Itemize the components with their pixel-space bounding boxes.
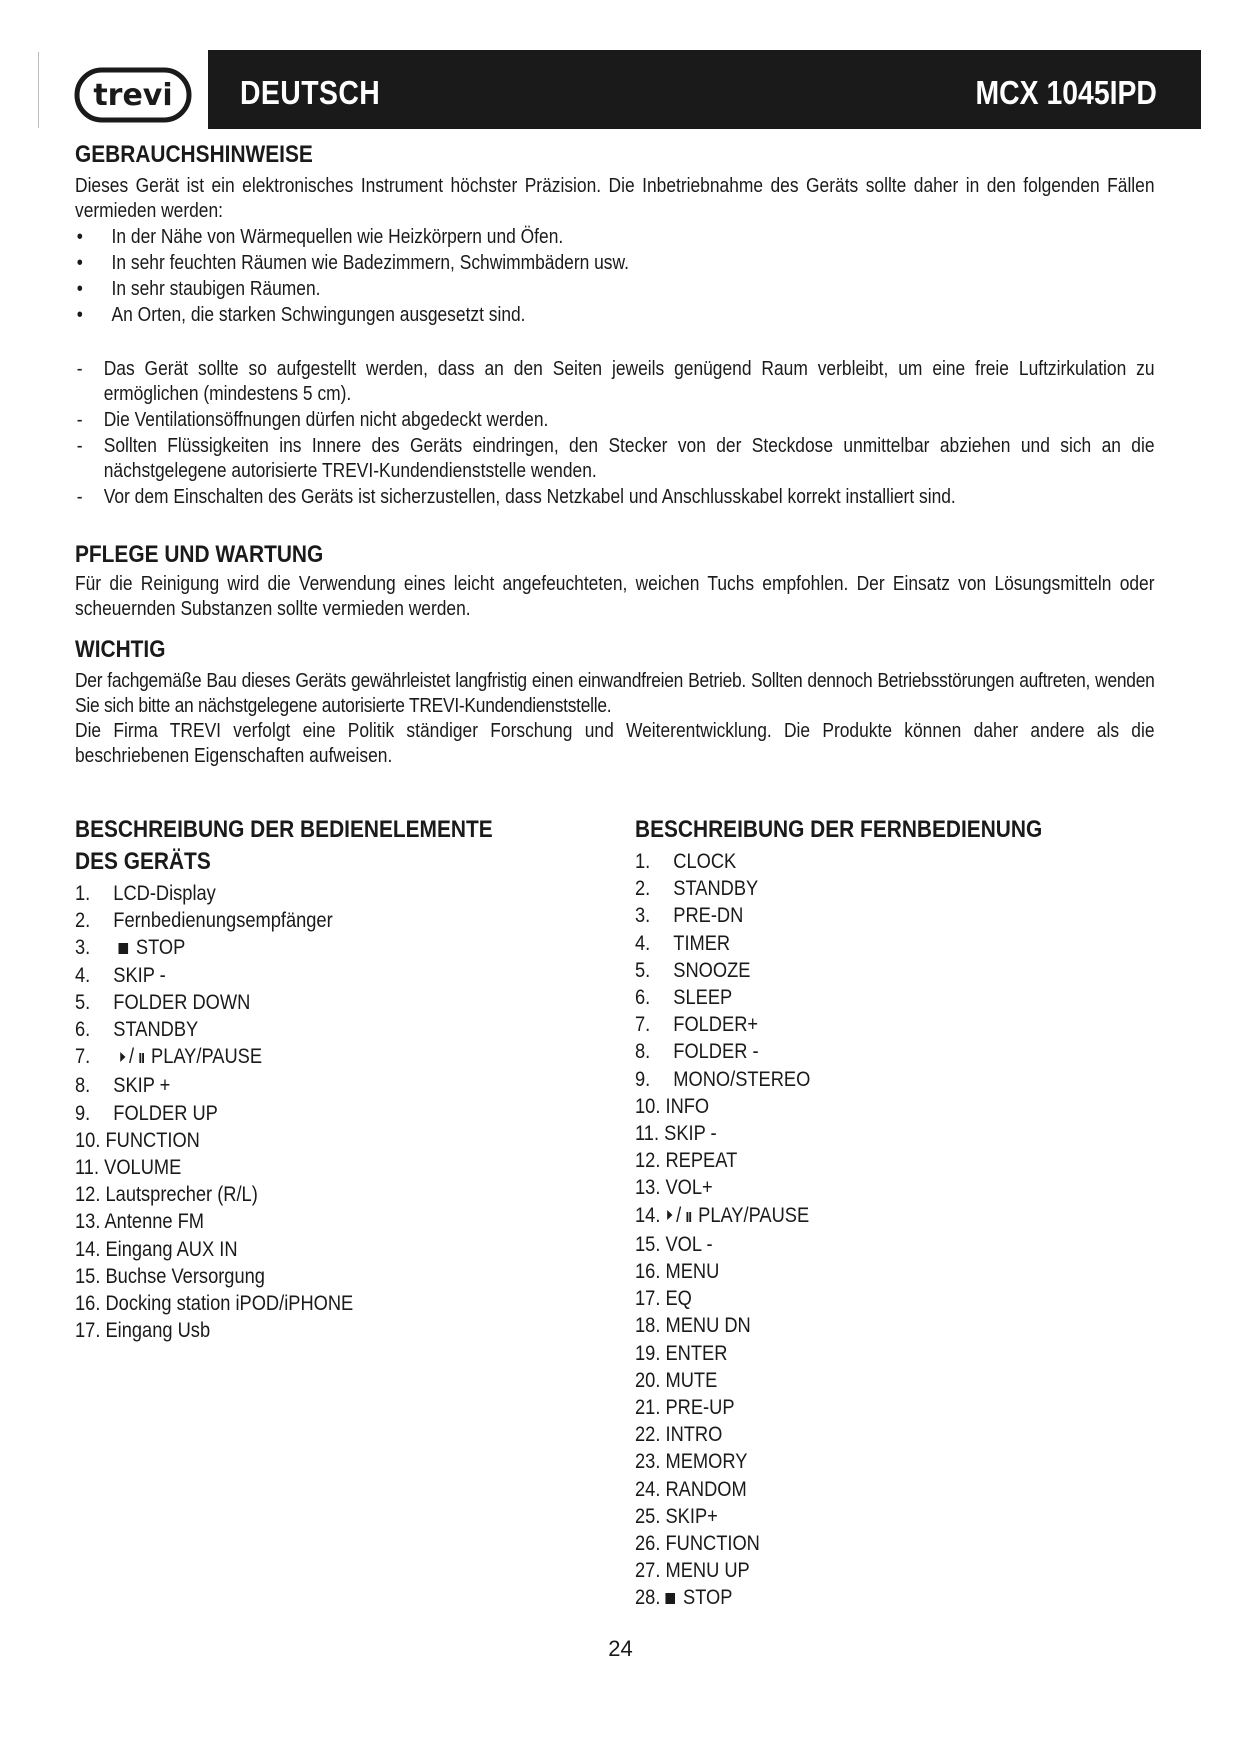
list-item: - Das Gerät sollte so aufgestellt werden, dass an den Seiten jeweils genügend Raum verbleibt, um eine freie Luftzirkulation zu ermöglichen (mindestens 5 cm).	[75, 357, 1155, 407]
pause-icon: II	[135, 1050, 145, 1068]
list-item: 11. SKIP -	[635, 1122, 717, 1146]
list-item: 17. Eingang Usb	[75, 1319, 211, 1343]
list-item: 10. INFO	[635, 1094, 710, 1118]
list-item: 4. TIMER	[635, 931, 731, 955]
list-item: 1. CLOCK	[635, 850, 737, 873]
list-item: 15. Buchse Versorgung	[75, 1264, 265, 1288]
list-item: • In sehr staubigen Räumen.	[75, 276, 1155, 302]
list-item: 8. FOLDER -	[635, 1040, 759, 1064]
language-label: DEUTSCH	[240, 74, 381, 111]
logo-wordmark: trevi	[93, 78, 173, 113]
care-text: Für die Reinigung wird die Verwendung eines leicht angefeuchteten, weichen Tuchs empfohlen. Der Einsatz von Lösungsmitteln oder scheuernden Substanzen sollte vermieden werden.	[75, 573, 1155, 620]
list-item: 7. / II PLAY/PAUSE	[75, 1043, 635, 1072]
list-item: 18. MENU DN	[635, 1314, 751, 1338]
list-item: 7. FOLDER+	[635, 1013, 759, 1037]
list-item: 10. FUNCTION	[75, 1128, 200, 1152]
play-icon	[120, 1052, 125, 1062]
description-columns	[75, 814, 1175, 1614]
stop-icon	[666, 1593, 676, 1604]
device-controls-title: BESCHREIBUNG DER BEDIENELEMENTE DES GERÄTS	[75, 816, 493, 875]
list-item: • In der Nähe von Wärmequellen wie Heizkörpern und Öfen.	[75, 224, 1155, 250]
usage-title: GEBRAUCHSHINWEISE	[75, 141, 313, 168]
list-item: 5. FOLDER DOWN	[75, 990, 251, 1014]
usage-bullet-list	[75, 224, 1155, 328]
list-item: • In sehr feuchten Räumen wie Badezimmern, Schwimmbädern usw.	[75, 250, 1155, 276]
list-item: - Sollten Flüssigkeiten ins Innere des Geräts eindringen, den Stecker von der Steckdose unmittelbar abziehen und sich an die nächstgelegene autorisierte TREVI-Kundendienststelle wenden.	[75, 434, 1155, 484]
model-label: MCX 1045IPD	[975, 74, 1157, 111]
important-text-2: Die Firma TREVI verfolgt eine Politik ständiger Forschung und Weiterentwicklung. Die Produkte können daher andere als die beschriebenen Eigenschaften aufweisen.	[75, 720, 1155, 767]
content-column	[75, 139, 1154, 769]
list-item: 3. STOP	[75, 936, 186, 960]
list-item: 2. STANDBY	[635, 877, 759, 901]
important-title: WICHTIG	[75, 636, 166, 663]
list-item: 27. MENU UP	[635, 1559, 750, 1583]
list-item: 14. Eingang AUX IN	[75, 1237, 238, 1261]
usage-intro: Dieses Gerät ist ein elektronisches Instrument höchster Präzision. Die Inbetriebnahme des Geräts sollte daher in den folgenden Fällen vermieden werden:	[75, 175, 1155, 222]
list-item: 14. / II PLAY/PAUSE	[635, 1202, 1195, 1231]
pause-icon: II	[682, 1208, 692, 1226]
list-item: 6. STANDBY	[75, 1018, 199, 1042]
list-item: • An Orten, die starken Schwingungen ausgesetzt sind.	[75, 302, 1155, 328]
play-icon	[667, 1210, 672, 1220]
list-item: 9. FOLDER UP	[75, 1101, 218, 1125]
important-text-1: Der fachgemäße Bau dieses Geräts gewährleistet langfristig einen einwandfreien Betrieb. Sollten dennoch Betriebsstörungen auftreten, wenden Sie sich bitte an nächstgelegene autorisierte TREVI-Kundendienststelle.	[75, 670, 1155, 717]
list-item: 17. EQ	[635, 1287, 692, 1311]
list-item: 8. SKIP +	[75, 1074, 171, 1098]
list-item: 13. VOL+	[635, 1176, 713, 1200]
list-item: 15. VOL -	[635, 1232, 713, 1256]
list-item: 24. RANDOM	[635, 1477, 747, 1501]
list-item: - Vor dem Einschalten des Geräts ist sicherzustellen, dass Netzkabel und Anschlusskabel korrekt installiert sind.	[75, 485, 1155, 510]
device-controls-section	[75, 814, 635, 1344]
list-item: 16. MENU	[635, 1260, 720, 1284]
page-number: 24	[608, 1636, 633, 1661]
list-item: 6. SLEEP	[635, 986, 733, 1010]
device-controls-list	[75, 880, 635, 1344]
list-item: 1. LCD-Display	[75, 882, 216, 905]
list-item: 23. MEMORY	[635, 1450, 748, 1474]
list-item: 28. STOP	[635, 1586, 733, 1610]
stop-icon	[119, 943, 129, 954]
trevi-logo	[74, 66, 192, 124]
remote-list	[635, 848, 1195, 1612]
remote-section	[635, 814, 1195, 1612]
list-item: 26. FUNCTION	[635, 1532, 760, 1556]
list-item: 21. PRE-UP	[635, 1396, 735, 1420]
list-item: 20. MUTE	[635, 1368, 718, 1392]
list-item: 12. REPEAT	[635, 1149, 738, 1173]
remote-title: BESCHREIBUNG DER FERNBEDIENUNG	[635, 816, 1043, 843]
header-bar	[208, 50, 1201, 129]
list-item: 25. SKIP+	[635, 1504, 718, 1528]
list-item: 3. PRE-DN	[635, 904, 744, 928]
list-item: 16. Docking station iPOD/iPHONE	[75, 1292, 354, 1316]
list-item: 22. INTRO	[635, 1423, 723, 1447]
list-item: 11. VOLUME	[75, 1156, 182, 1180]
list-item: 19. ENTER	[635, 1341, 728, 1365]
list-item: 5. SNOOZE	[635, 958, 751, 982]
list-item: 12. Lautsprecher (R/L)	[75, 1183, 258, 1207]
usage-dash-list	[75, 357, 1155, 510]
list-item: - Die Ventilationsöffnungen dürfen nicht abgedeckt werden.	[75, 408, 1155, 433]
list-item: 4. SKIP -	[75, 963, 166, 987]
list-item: 9. MONO/STEREO	[635, 1067, 811, 1091]
list-item: 13. Antenne FM	[75, 1210, 205, 1234]
margin-rule	[38, 52, 39, 128]
list-item: 2. Fernbedienungsempfänger	[75, 909, 333, 933]
care-title: PFLEGE UND WARTUNG	[75, 541, 324, 568]
